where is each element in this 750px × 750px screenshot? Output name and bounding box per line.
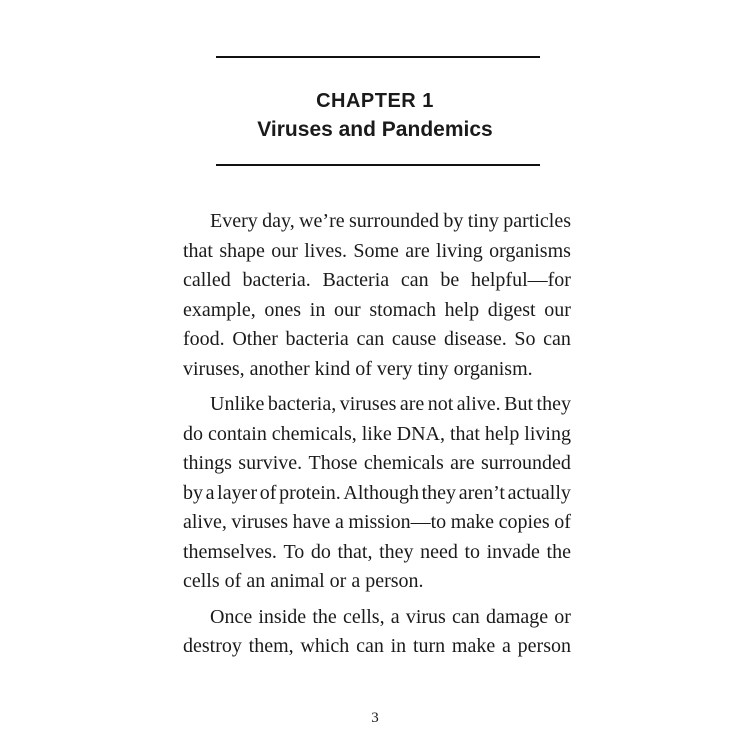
bottom-rule — [216, 164, 540, 166]
text-line: destroy them, which can in turn make a person — [183, 635, 571, 657]
text-line: Every day, we’re surrounded by tiny particles — [210, 210, 571, 232]
text-line: alive, viruses have a mission—to make copies of — [183, 511, 571, 533]
paragraph — [183, 603, 571, 662]
text-line: things survive. Those chemicals are surrounded — [183, 452, 571, 474]
top-rule — [216, 56, 540, 58]
text-line: that shape our lives. Some are living organisms — [183, 239, 571, 262]
chapter-title: Viruses and Pandemics — [257, 118, 493, 141]
paragraph — [183, 207, 571, 384]
paragraph — [183, 390, 571, 597]
text-line: Unlike bacteria, viruses are not alive. But they — [210, 393, 571, 415]
text-line: viruses, another kind of very tiny organism. — [183, 357, 533, 380]
text-line: called bacteria. Bacteria can be helpful—for — [183, 269, 571, 291]
page-number: 3 — [371, 710, 379, 726]
text-line: example, ones in our stomach help digest our — [183, 298, 571, 321]
text-line: by a layer of protein. Although they aren’t actually — [183, 481, 571, 504]
text-line: cells of an animal or a person. — [183, 570, 424, 592]
text-line: do contain chemicals, like DNA, that help living — [183, 422, 571, 445]
text-line: themselves. To do that, they need to invade the — [183, 540, 571, 563]
body-text — [183, 207, 571, 668]
text-line: food. Other bacteria can cause disease. So can — [183, 328, 571, 350]
chapter-label: CHAPTER 1 — [316, 90, 434, 112]
text-line: Once inside the cells, a virus can damage or — [210, 605, 571, 628]
